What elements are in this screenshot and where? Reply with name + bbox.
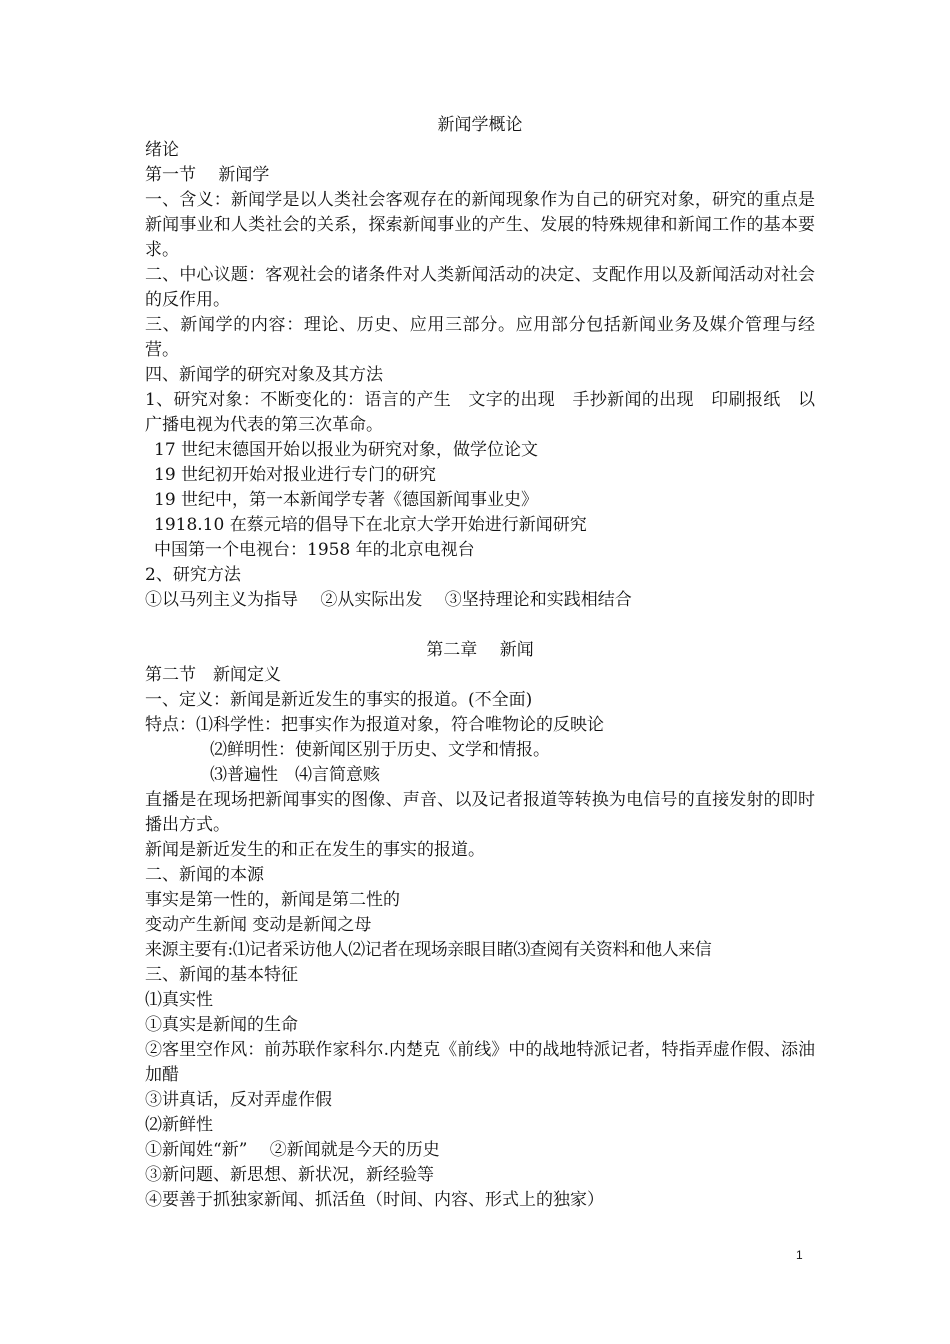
chapter-heading: 第二章 新闻 (426, 640, 534, 660)
paragraph: 一、定义：新闻是新近发生的事实的报道。(不全面) (145, 690, 533, 710)
paragraph: ⑴真实性 (145, 990, 213, 1010)
paragraph: 新闻是新近发生的和正在发生的事实的报道。 (145, 840, 485, 860)
paragraph: 变动产生新闻 变动是新闻之母 (145, 915, 372, 935)
document-title: 新闻学概论 (437, 115, 523, 135)
history-item: 19 世纪中，第一本新闻学专著《德国新闻事业史》 (154, 490, 539, 510)
paragraph: 2、研究方法 (145, 565, 241, 585)
document-body (145, 113, 815, 1213)
paragraph: ①真实是新闻的生命 (145, 1015, 298, 1035)
paragraph: 二、中心议题：客观社会的诸条件对人类新闻活动的决定、支配作用以及新闻活动对社会的反作用。 (145, 265, 815, 310)
paragraph: ③新问题、新思想、新状况，新经验等 (145, 1165, 434, 1185)
paragraph: 事实是第一性的，新闻是第二性的 (145, 890, 400, 910)
paragraph: 三、新闻的基本特征 (145, 965, 298, 985)
page-number: 1 (796, 1248, 803, 1262)
section-heading: 第二节 新闻定义 (145, 665, 281, 685)
paragraph: ⑶普遍性 ⑷言简意赅 (210, 765, 380, 785)
history-item: 17 世纪末德国开始以报业为研究对象，做学位论文 (154, 440, 539, 460)
paragraph: ②客里空作风：前苏联作家科尔.内楚克《前线》中的战地特派记者，特指弄虚作假、添油加醋 (145, 1040, 815, 1085)
paragraph: 1、研究对象：不断变化的：语言的产生 文字的出现 手抄新闻的出现 印刷报纸 以广播电视为代表的第三次革命。 (145, 390, 815, 435)
section-heading: 第一节 新闻学 (145, 165, 270, 185)
paragraph: ③讲真话，反对弄虚作假 (145, 1090, 332, 1110)
paragraph: 来源主要有:⑴记者采访他人⑵记者在现场亲眼目睹⑶查阅有关资料和他人来信 (145, 940, 712, 960)
paragraph: ⑵新鲜性 (145, 1115, 213, 1135)
paragraph: 二、新闻的本源 (145, 865, 264, 885)
history-item: 19 世纪初开始对报业进行专门的研究 (154, 465, 437, 485)
intro-heading: 绪论 (145, 140, 179, 160)
paragraph: ⑵鲜明性：使新闻区别于历史、文学和情报。 (210, 740, 550, 760)
paragraph: ①新闻姓“新” ②新闻就是今天的历史 (145, 1140, 440, 1160)
history-item: 中国第一个电视台：1958 年的北京电视台 (154, 540, 475, 560)
spacer (145, 613, 815, 638)
paragraph: ④要善于抓独家新闻、抓活鱼（时间、内容、形式上的独家） (145, 1190, 604, 1210)
paragraph: 特点：⑴科学性：把事实作为报道对象，符合唯物论的反映论 (145, 715, 604, 735)
paragraph: 直播是在现场把新闻事实的图像、声音、以及记者报道等转换为电信号的直接发射的即时播出方式。 (145, 790, 815, 835)
paragraph: ①以马列主义为指导 ②从实际出发 ③坚持理论和实践相结合 (145, 590, 632, 610)
paragraph: 四、新闻学的研究对象及其方法 (145, 365, 383, 385)
history-item: 1918.10 在蔡元培的倡导下在北京大学开始进行新闻研究 (154, 515, 587, 535)
paragraph: 三、新闻学的内容：理论、历史、应用三部分。应用部分包括新闻业务及媒介管理与经营。 (145, 315, 815, 360)
paragraph: 一、含义：新闻学是以人类社会客观存在的新闻现象作为自己的研究对象，研究的重点是新闻事业和人类社会的关系，探索新闻事业的产生、发展的特殊规律和新闻工作的基本要求。 (145, 190, 815, 260)
